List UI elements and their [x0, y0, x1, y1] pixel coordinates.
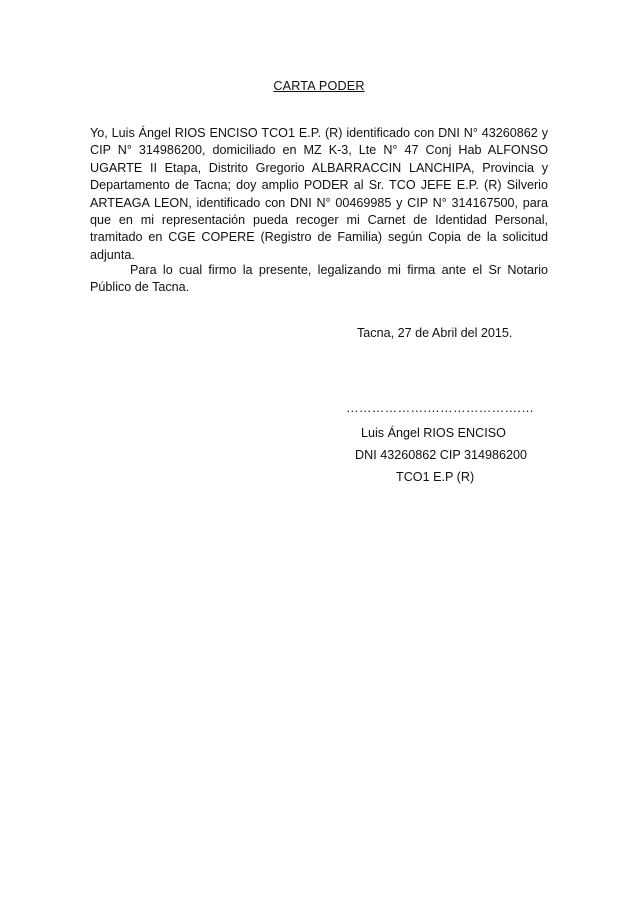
- paragraph-legalization: Para lo cual firmo la presente, legalizando mi firma ante el Sr Notario Público de Tacna.: [90, 263, 548, 295]
- paragraph-power-grant: Yo, Luis Ángel RIOS ENCISO TCO1 E.P. (R) identificado con DNI N° 43260862 y CIP N° 314986200, domiciliado en MZ K-3, Lte N° 47 Conj Hab ALFONSO UGARTE II Etapa, Distrito Gregorio ALBARRACCIN LANCHIPA, Provincia y Departamento de Tacna; doy amplio PODER al Sr. TCO JEFE E.P. (R) Silverio ARTEAGA LEON, identificado con DNI N° 00469985 y CIP N° 314167500, para que en mi representación pueda recoger mi Carnet de Identidad Personal, tramitado en CGE COPERE (Registro de Familia) según Copia de la solicitud adjunta.: [90, 126, 548, 262]
- document-title: CARTA PODER: [273, 79, 365, 93]
- signatory-rank: TCO1 E.P (R): [396, 470, 475, 484]
- signatory-name: Luis Ángel RIOS ENCISO: [361, 426, 506, 440]
- date-line: Tacna, 27 de Abril del 2015.: [357, 326, 513, 340]
- signatory-ids: DNI 43260862 CIP 314986200: [355, 448, 528, 462]
- signature-line: ……………….………………….…: [346, 401, 535, 415]
